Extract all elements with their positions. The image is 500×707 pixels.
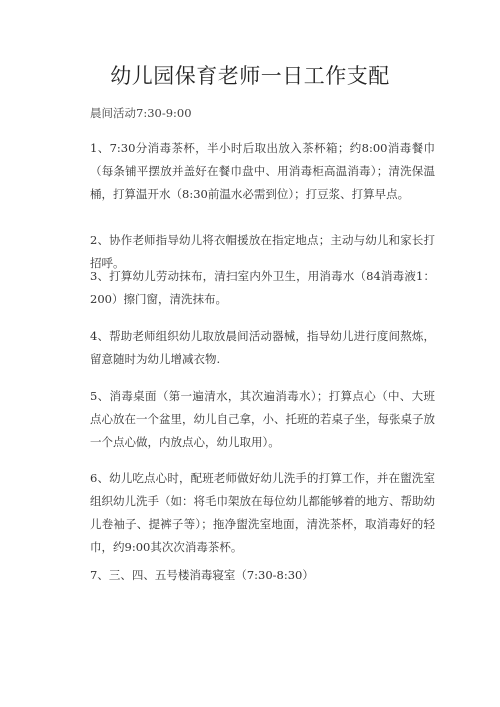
paragraph-3: 3、打算幼儿劳动抹布，清扫室内外卫生，用消毒水（84消毒液1：200）擦门窗，清洗抹布。: [90, 269, 435, 306]
paragraph-7: 7、三、四、五号楼消毒寝室（7:30-8:30）: [90, 568, 314, 582]
paragraph-2: 2、协作老师指导幼儿将衣帽援放在指定地点；主动与幼儿和家长打招呼。: [90, 233, 435, 270]
section-heading: 晨间活动7:30-9:00: [90, 106, 192, 120]
paragraph-1: 1、7:30分消毒茶杯，半小时后取出放入茶杯箱；约8:00消毒餐巾（每条铺平摆放并盖好在餐巾盘中、用消毒柜高温消毒）；清洗保温桶，打算温开水（8:30前温水必需到位）；打豆浆、打算早点。: [90, 141, 435, 201]
paragraph-5: 5、消毒桌面（第一遍清水，其次遍消毒水）；打算点心（中、大班点心放在一个盆里，幼儿自己拿，小、托班的若桌子坐，每张桌子放一个点心做，内放点心，幼儿取用）。: [90, 389, 435, 449]
paragraph-6: 6、幼儿吃点心时，配班老师做好幼儿洗手的打算工作，并在盥洗室组织幼儿洗手（如：将毛巾架放在每位幼儿都能够着的地方、帮助幼儿卷袖子、提裤子等）；拖净盥洗室地面，清洗茶杯，取消毒好的轻巾，约9:00其次次消毒茶杯。: [90, 471, 435, 554]
paragraph-4: 4、帮助老师组织幼儿取放晨间活动器械，指导幼儿进行度间熬炼，留意随时为幼儿增减衣物.: [90, 329, 435, 366]
document-title: 幼儿园保育老师一日工作支配: [110, 64, 390, 88]
